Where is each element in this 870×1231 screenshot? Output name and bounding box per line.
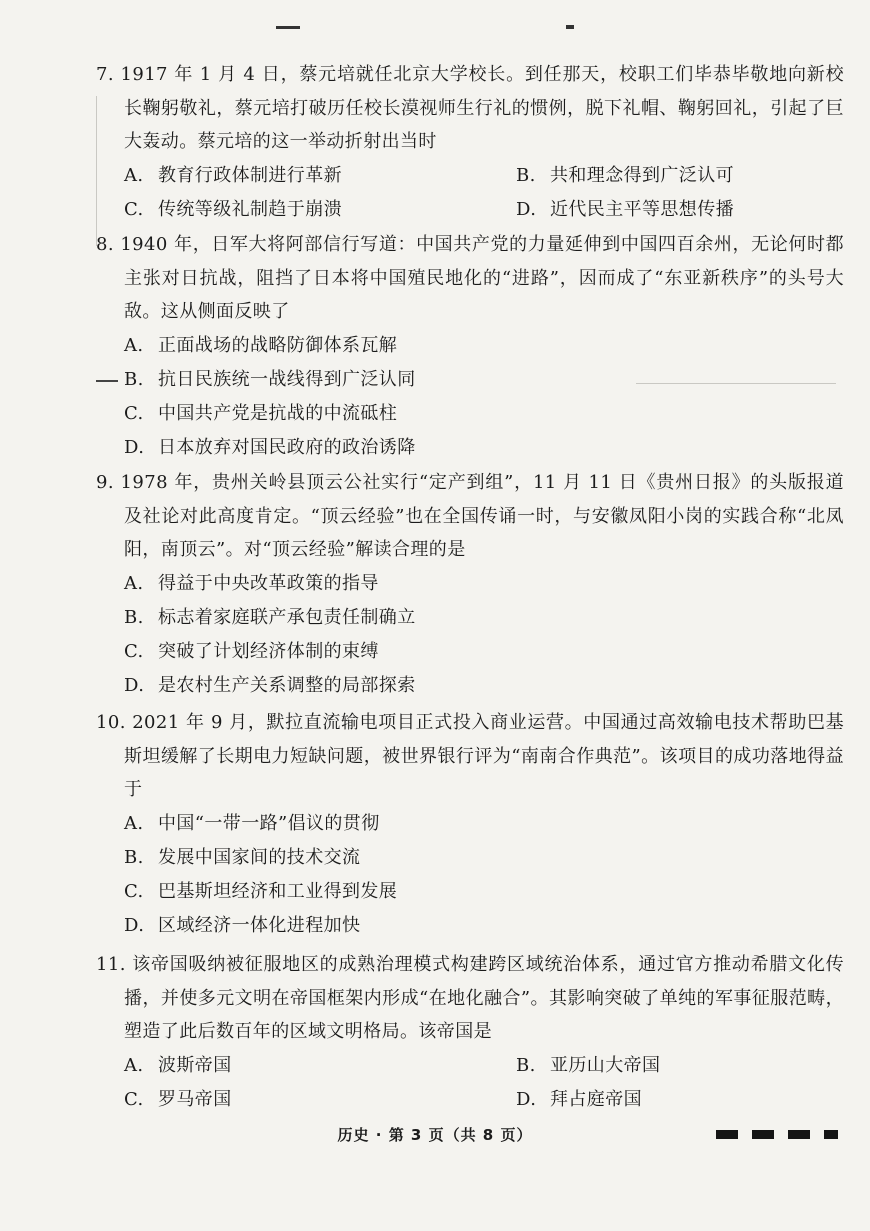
option-c[interactable]: C. 传统等级礼制趋于崩溃: [124, 198, 342, 220]
option-d[interactable]: D. 日本放弃对国民政府的政治诱降: [124, 436, 416, 458]
question-number: 8.: [96, 234, 114, 255]
option-a[interactable]: A. 教育行政体制进行革新: [124, 164, 342, 186]
option-b[interactable]: B. 发展中国家间的技术交流: [124, 846, 361, 868]
option-c[interactable]: C. 中国共产党是抗战的中流砥柱: [124, 402, 398, 424]
option-b[interactable]: B. 亚历山大帝国: [516, 1054, 661, 1076]
options: [96, 807, 844, 943]
options: [96, 159, 844, 227]
registration-mark: [716, 1130, 738, 1139]
scan-mark-top-right: [566, 25, 574, 29]
option-d[interactable]: D. 近代民主平等思想传播: [516, 198, 734, 220]
option-d[interactable]: D. 拜占庭帝国: [516, 1088, 642, 1110]
options: [96, 567, 844, 703]
question-stem: 该帝国吸纳被征服地区的成熟治理模式构建跨区域统治体系，通过官方推动希腊文化传播，并使多元文明在帝国框架内形成“在地化融合”。其影响突破了单纯的军事征服范畴，塑造了此后数百年的区域文明格局。该帝国是: [124, 954, 844, 1042]
option-d[interactable]: D. 是农村生产关系调整的局部探索: [124, 674, 416, 696]
registration-mark: [788, 1130, 810, 1139]
question-number: 9.: [96, 472, 114, 493]
option-d[interactable]: D. 区域经济一体化进程加快: [124, 914, 361, 936]
question-9: [96, 466, 844, 703]
option-b[interactable]: B. 标志着家庭联产承包责任制确立: [124, 606, 416, 628]
question-11: [96, 948, 844, 1117]
page-footer: 历史 · 第 3 页（共 8 页）: [337, 1126, 533, 1144]
option-a[interactable]: A. 正面战场的战略防御体系瓦解: [124, 334, 398, 356]
question-number: 10.: [96, 712, 126, 733]
question-stem: 1940 年，日军大将阿部信行写道：中国共产党的力量延伸到中国四百余州，无论何时都主张对日抗战，阻挡了日本将中国殖民地化的“进路”，因而成了“东亚新秩序”的头号大敌。这从侧面反映了: [120, 234, 844, 322]
option-c[interactable]: C. 巴基斯坦经济和工业得到发展: [124, 880, 398, 902]
question-number: 7.: [96, 64, 114, 85]
question-7: [96, 58, 844, 227]
option-a[interactable]: A. 波斯帝国: [124, 1054, 232, 1076]
option-c[interactable]: C. 突破了计划经济体制的束缚: [124, 640, 379, 662]
question-8: [96, 228, 844, 465]
question-stem: 2021 年 9 月，默拉直流输电项目正式投入商业运营。中国通过高效输电技术帮助巴基斯坦缓解了长期电力短缺问题，被世界银行评为“南南合作典范”。该项目的成功落地得益于: [124, 712, 844, 800]
option-a[interactable]: A. 中国“一带一路”倡议的贯彻: [124, 812, 380, 834]
option-b[interactable]: B. 共和理念得到广泛认可: [516, 164, 734, 186]
option-b[interactable]: B. 抗日民族统一战线得到广泛认同: [124, 368, 416, 390]
option-c[interactable]: C. 罗马帝国: [124, 1088, 232, 1110]
registration-marks: [716, 1130, 838, 1139]
options: [96, 329, 844, 465]
question-stem: 1978 年，贵州关岭县顶云公社实行“定产到组”，11 月 11 日《贵州日报》的头版报道及社论对此高度肯定。“顶云经验”也在全国传诵一时，与安徽凤阳小岗的实践合称“北凤阳，南顶云”。对“顶云经验”解读合理的是: [120, 472, 844, 560]
options: [96, 1049, 844, 1117]
registration-mark: [752, 1130, 774, 1139]
question-10: [96, 706, 844, 943]
question-stem: 1917 年 1 月 4 日，蔡元培就任北京大学校长。到任那天，校职工们毕恭毕敬地向新校长鞠躬敬礼，蔡元培打破历任校长漠视师生行礼的惯例，脱下礼帽、鞠躬回礼，引起了巨大轰动。蔡元培的这一举动折射出当时: [120, 64, 844, 152]
option-a[interactable]: A. 得益于中央改革政策的指导: [124, 572, 379, 594]
question-number: 11.: [96, 954, 126, 975]
registration-mark: [824, 1130, 838, 1139]
scan-mark-top-left: [276, 26, 300, 29]
